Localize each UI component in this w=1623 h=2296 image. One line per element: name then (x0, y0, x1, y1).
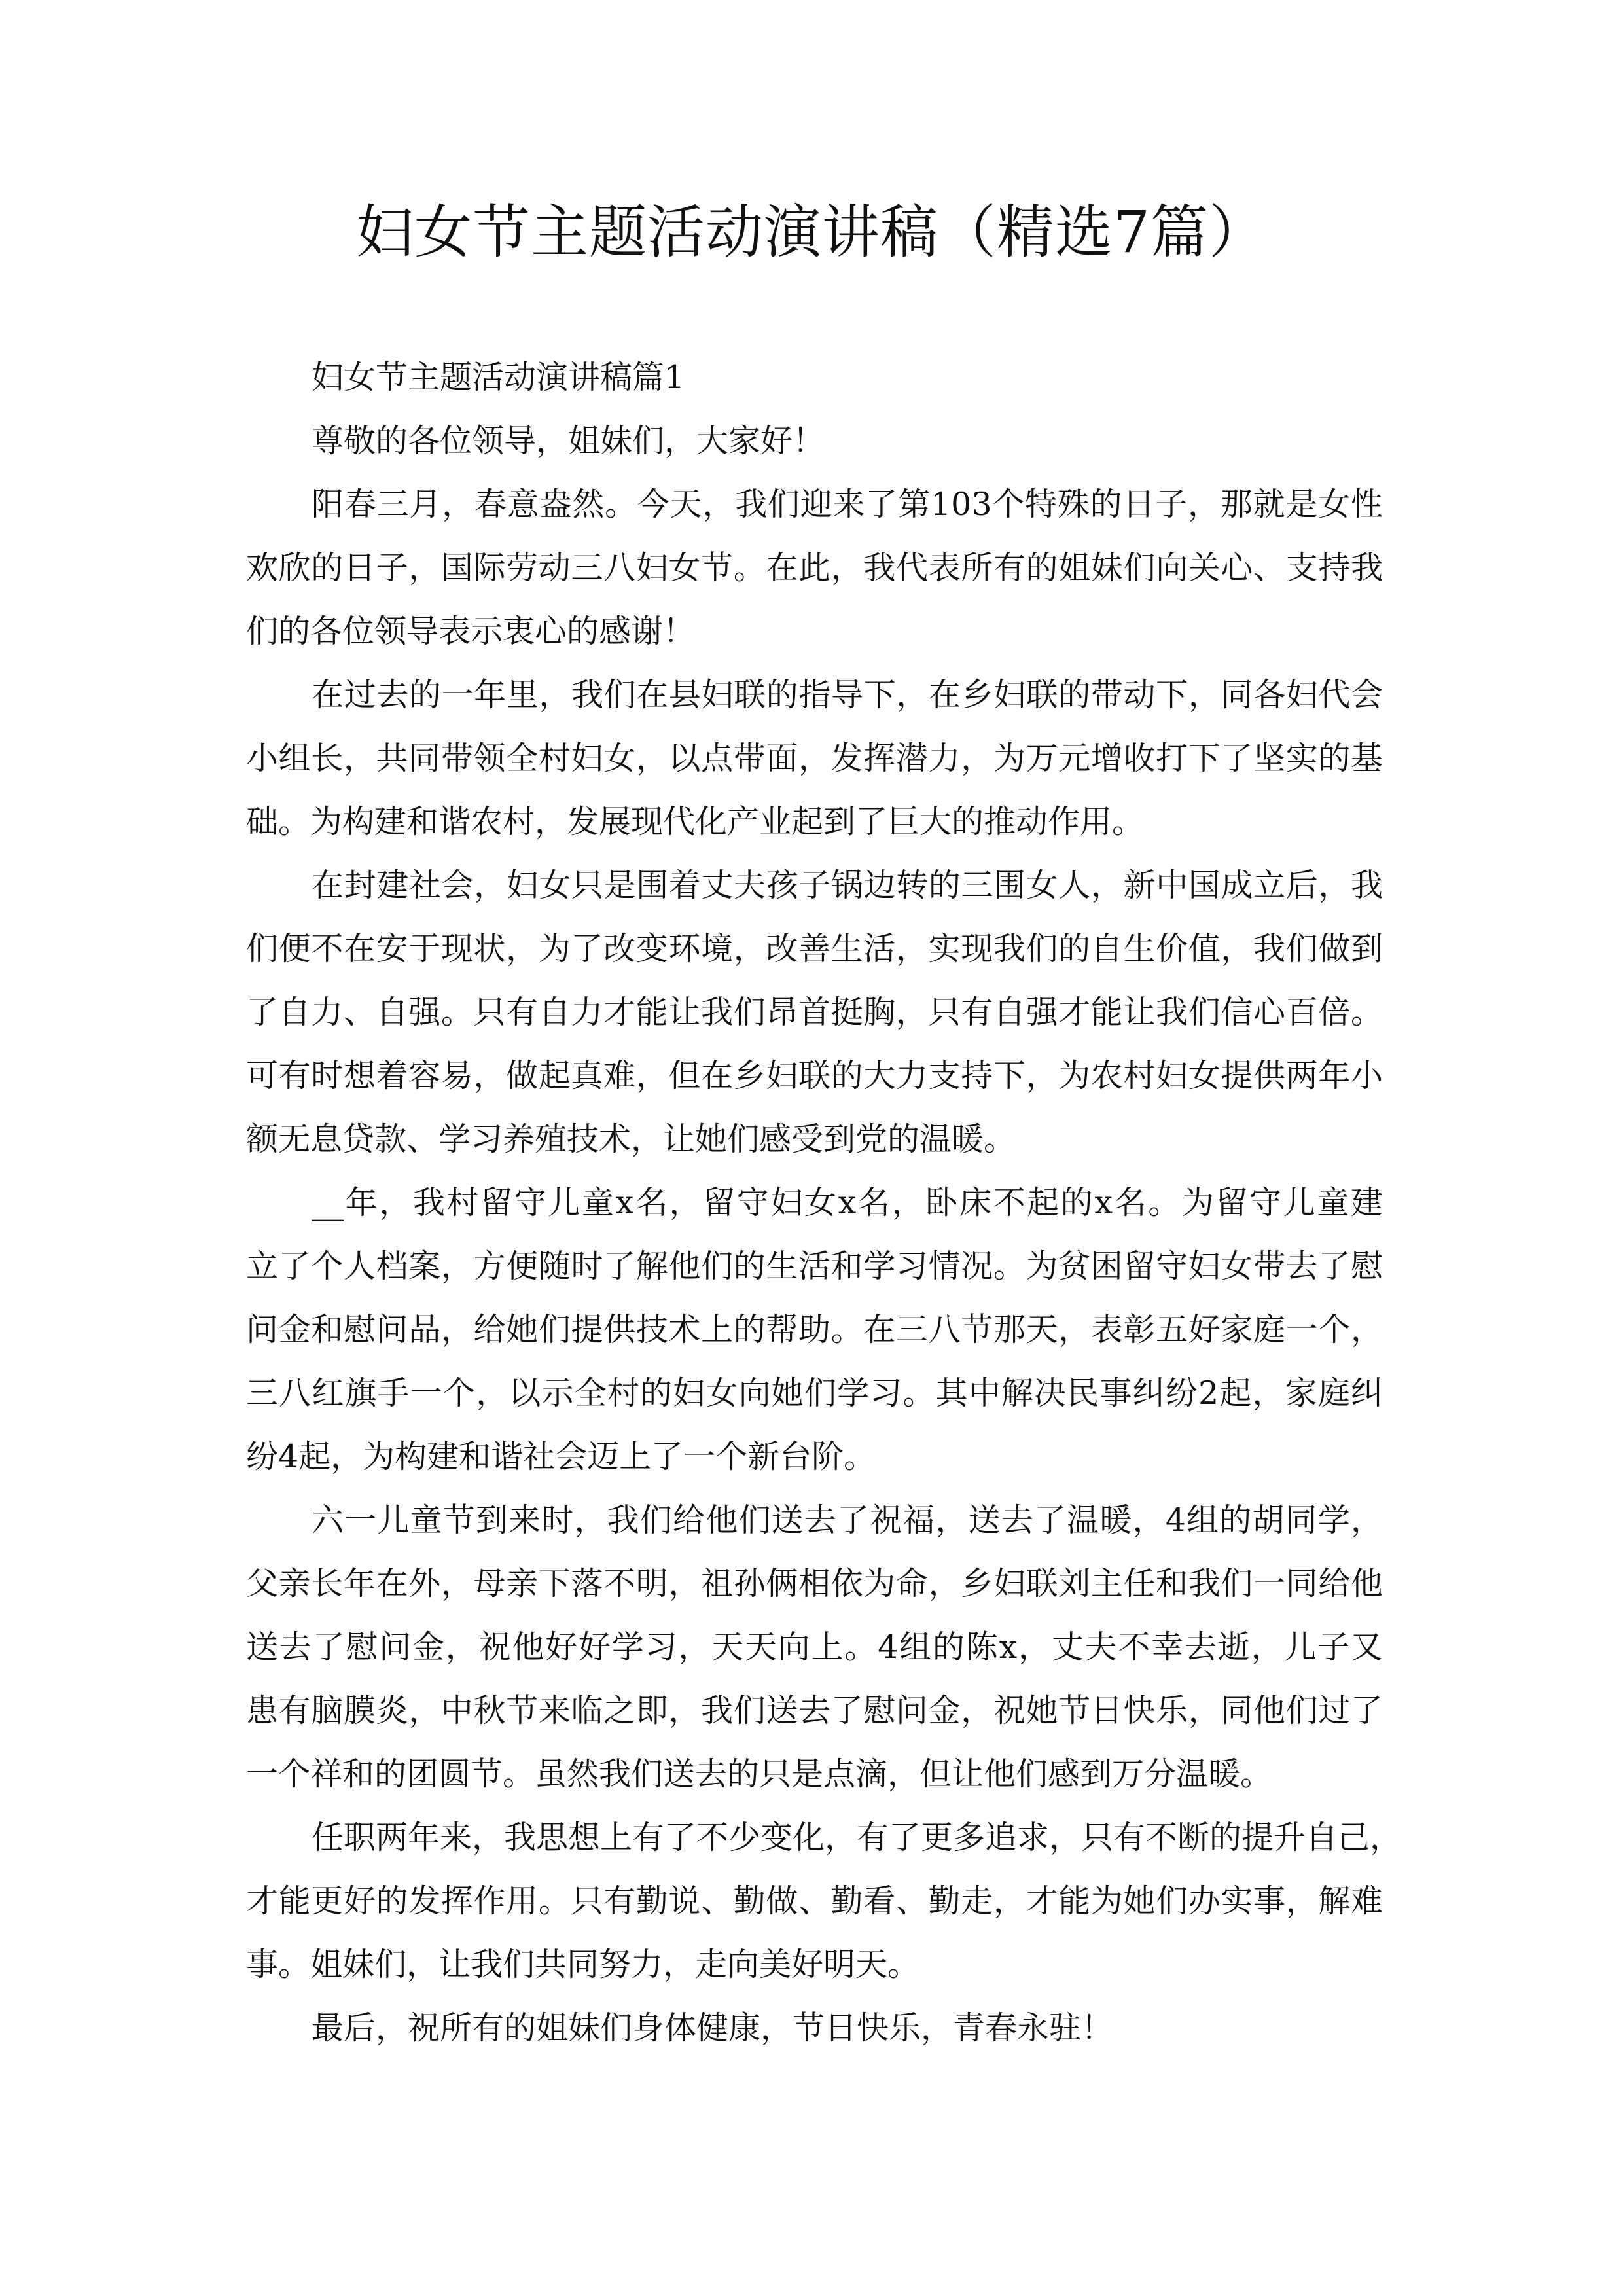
paragraph-line: 纷4起，为构建和谐社会迈上了一个新台阶。 (246, 1438, 876, 1475)
paragraph-line: 六一儿童节到来时，我们给他们送去了祝福，送去了温暖，4组的胡同学， (312, 1501, 1383, 1539)
paragraph-line: 们的各位领导表示衷心的感谢！ (246, 613, 696, 650)
paragraph-line: 任职两年来，我思想上有了不少变化，有了更多追求，只有不断的提升自己， (312, 1819, 1402, 1856)
paragraph (246, 853, 1383, 1171)
paragraph-line: 最后，祝所有的姐妹们身体健康，节日快乐，青春永驻！ (312, 2009, 1114, 2047)
paragraph-line: 础。为构建和谐农村，发展现代化产业起到了巨大的推动作用。 (246, 803, 1145, 840)
paragraph-line: 三八红旗手一个，以示全村的妇女向她们学习。其中解决民事纠纷2起，家庭纠 (246, 1374, 1383, 1412)
paragraph-line: 妇女节主题活动演讲稿篇1 (312, 359, 685, 396)
paragraph (246, 473, 1383, 663)
paragraph (246, 346, 1383, 409)
paragraph-line: __年，我村留守儿童x名，留守妇女x名，卧床不起的x名。为留守儿童建 (312, 1184, 1383, 1221)
paragraph-line: 在过去的一年里，我们在县妇联的指导下，在乡妇联的带动下，同各妇代会 (312, 676, 1383, 713)
paragraph (246, 1488, 1383, 1806)
paragraph-line: 欢欣的日子，国际劳动三八妇女节。在此，我代表所有的姐妹们向关心、支持我 (246, 549, 1383, 586)
paragraph (246, 1806, 1402, 1996)
paragraph-line: 在封建社会，妇女只是围着丈夫孩子锅边转的三围女人，新中国成立后，我 (312, 867, 1383, 904)
paragraph-line: 小组长，共同带领全村妇女，以点带面，发挥潜力，为万元增收打下了坚实的基 (246, 740, 1383, 777)
paragraph-line: 才能更好的发挥作用。只有勤说、勤做、勤看、勤走，才能为她们办实事，解难 (246, 1882, 1383, 1920)
document-title: 妇女节主题活动演讲稿（精选7篇） (356, 198, 1267, 266)
paragraph-line: 额无息贷款、学习养殖技术，让她们感受到党的温暖。 (246, 1121, 1016, 1158)
paragraph (246, 663, 1383, 853)
document-body (246, 346, 1402, 2060)
paragraph-line: 事。姐妹们，让我们共同努力，走向美好明天。 (246, 1946, 920, 1983)
paragraph-line: 患有脑膜炎，中秋节来临之即，我们送去了慰问金，祝她节日快乐，同他们过了 (246, 1692, 1383, 1729)
paragraph-line: 父亲长年在外，母亲下落不明，祖孙俩相依为命，乡妇联刘主任和我们一同给他 (246, 1565, 1383, 1602)
paragraph (246, 409, 1383, 473)
paragraph (246, 1171, 1383, 1488)
paragraph-line: 一个祥和的团圆节。虽然我们送去的只是点滴，但让他们感到万分温暖。 (246, 1755, 1273, 1793)
paragraph-line: 送去了慰问金，祝他好好学习，天天向上。4组的陈x，丈夫不幸去逝，儿子又 (246, 1628, 1383, 1666)
paragraph-line: 们便不在安于现状，为了改变环境，改善生活，实现我们的自生价值，我们做到 (246, 930, 1383, 967)
paragraph (246, 1996, 1383, 2060)
paragraph-line: 可有时想着容易，做起真难，但在乡妇联的大力支持下，为农村妇女提供两年小 (246, 1057, 1383, 1094)
paragraph-line: 了自力、自强。只有自力才能让我们昂首挺胸，只有自强才能让我们信心百倍。 (246, 994, 1383, 1031)
paragraph-line: 立了个人档案，方便随时了解他们的生活和学习情况。为贫困留守妇女带去了慰 (246, 1247, 1383, 1285)
paragraph-line: 问金和慰问品，给她们提供技术上的帮助。在三八节那天，表彰五好家庭一个， (246, 1311, 1383, 1348)
paragraph-line: 尊敬的各位领导，姐妹们，大家好！ (312, 422, 825, 459)
paragraph-line: 阳春三月，春意盎然。今天，我们迎来了第103个特殊的日子，那就是女性 (312, 486, 1383, 523)
